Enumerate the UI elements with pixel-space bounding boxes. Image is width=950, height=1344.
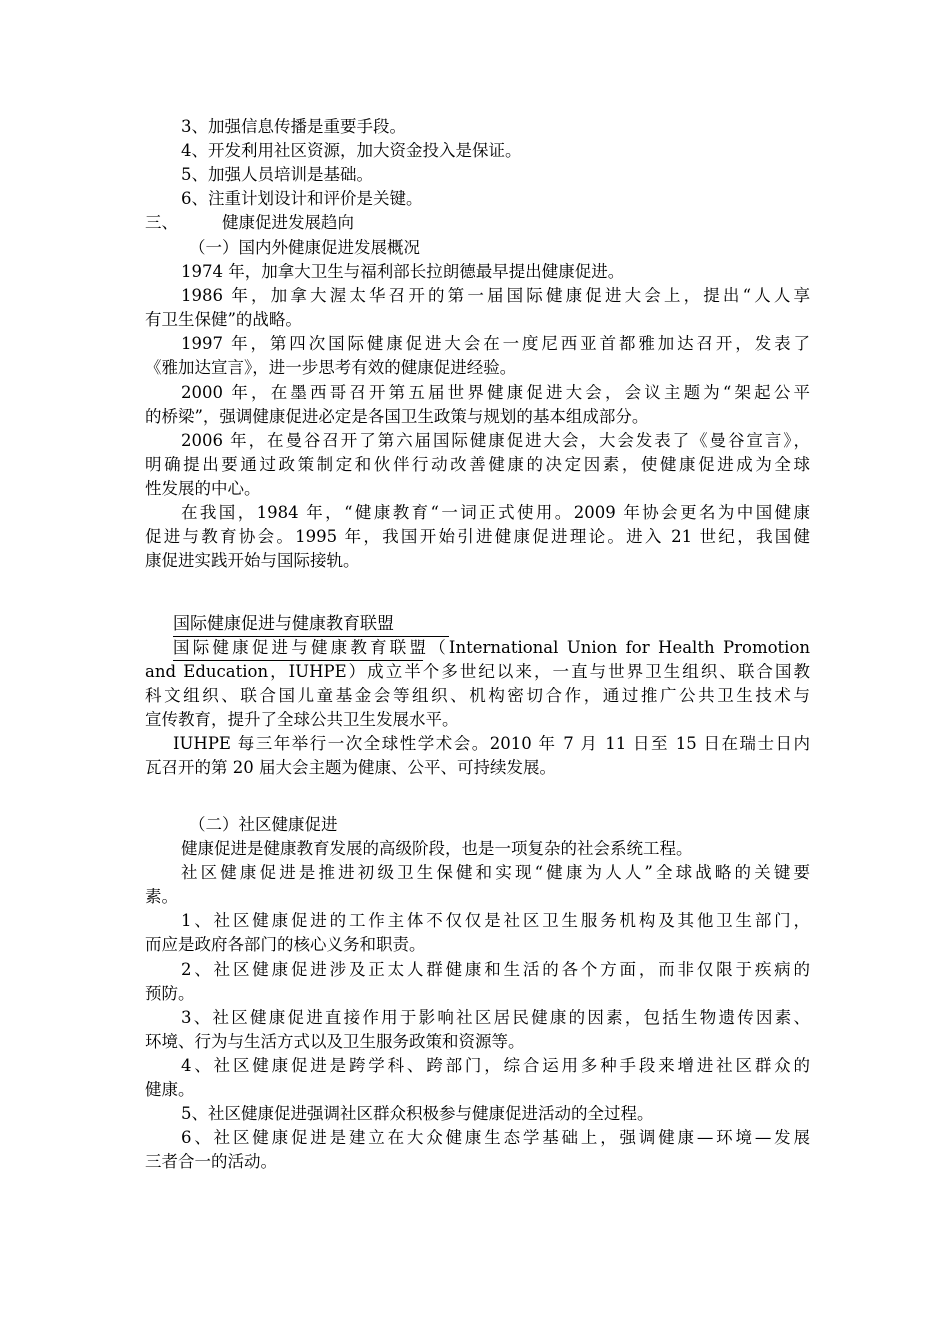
paragraph-line: 3、社区健康促进直接作用于影响社区居民健康的因素，包括生物遗传因素、 (181, 1008, 810, 1027)
list-item: 6、注重计划设计和评价是关键。 (181, 189, 423, 208)
paragraph-line: 1997 年，第四次国际健康促进大会在一度尼西亚首都雅加达召开，发表了 (181, 334, 810, 353)
paragraph-line: 有卫生保健”的战略。 (145, 310, 302, 329)
iuhpe-name: 国际健康促进与健康教育联盟 (173, 638, 430, 657)
paragraph-line: 1、社区健康促进的工作主体不仅仅是社区卫生服务机构及其他卫生部门， (181, 911, 810, 930)
subsection-heading: （一）国内外健康促进发展概况 (189, 238, 420, 257)
paragraph-line: 在我国，1984 年，“健康教育“一词正式使用。2009 年协会更名为中国健康 (181, 503, 810, 522)
paragraph-line: 而应是政府各部门的核心义务和职责。 (145, 935, 426, 954)
iuhpe-heading: 国际健康促进与健康教育联盟 (173, 614, 394, 634)
paragraph-line: 2000 年，在墨西哥召开第五届世界健康促进大会，会议主题为“架起公平 (181, 383, 810, 402)
paragraph-line (173, 636, 810, 660)
paragraph-line: 的桥梁”，强调健康促进必定是各国卫生政策与规划的基本组成部分。 (145, 407, 649, 426)
paragraph-line: 社区健康促进是推进初级卫生保健和实现“健康为人人”全球战略的关键要 (181, 863, 810, 882)
paragraph-line: 科文组织、联合国儿童基金会等组织、机构密切合作，通过推广公共卫生技术与 (145, 686, 810, 705)
section-title: 健康促进发展趋向 (222, 213, 354, 232)
paragraph-line: 素。 (145, 887, 178, 906)
paragraph-line: 环境、行为与生活方式以及卫生服务政策和资源等。 (145, 1032, 525, 1051)
paragraph-line: 2、社区健康促进涉及正太人群健康和生活的各个方面，而非仅限于疾病的 (181, 960, 810, 979)
paragraph-line: 6、社区健康促进是建立在大众健康生态学基础上，强调健康—环境—发展 (181, 1128, 810, 1147)
paragraph-line: 5、社区健康促进强调社区群众积极参与健康促进活动的全过程。 (181, 1104, 654, 1123)
subsection-heading: （二）社区健康促进 (189, 815, 338, 834)
iuhpe-english-name: （International Union for Health Promotion (429, 638, 810, 657)
list-item: 3、加强信息传播是重要手段。 (181, 117, 406, 136)
paragraph-line: 健康。 (145, 1080, 195, 1099)
section-number: 三、 (145, 213, 178, 232)
paragraph-line: 宣传教育，提升了全球公共卫生发展水平。 (145, 710, 459, 729)
section-heading (145, 211, 810, 235)
paragraph-line: 健康促进是健康教育发展的高级阶段，也是一项复杂的社会系统工程。 (181, 839, 693, 858)
paragraph-line: 瓦召开的第 20 届大会主题为健康、公平、可持续发展。 (145, 758, 556, 777)
paragraph-line: 明确提出要通过政策制定和伙伴行动改善健康的决定因素，使健康促进成为全球 (145, 455, 810, 474)
list-item: 5、加强人员培训是基础。 (181, 165, 373, 184)
paragraph-line: 2006 年，在曼谷召开了第六届国际健康促进大会，大会发表了《曼谷宣言》， (181, 431, 810, 450)
paragraph-line: 康促进实践开始与国际接轨。 (145, 551, 360, 570)
paragraph-line: 促进与教育协会。1995 年，我国开始引进健康促进理论。进入 21 世纪，我国健 (145, 527, 810, 546)
paragraph-line: 性发展的中心。 (145, 479, 261, 498)
paragraph-line: 1986 年，加拿大渥太华召开的第一届国际健康促进大会上，提出“人人享 (181, 286, 810, 305)
paragraph-line: 预防。 (145, 984, 195, 1003)
paragraph-line: 1974 年，加拿大卫生与福利部长拉朗德最早提出健康促进。 (181, 262, 625, 281)
paragraph-line: and Education，IUHPE）成立半个多世纪以来，一直与世界卫生组织、联合国教 (145, 662, 810, 681)
paragraph-line: 4、社区健康促进是跨学科、跨部门，综合运用多种手段来增进社区群众的 (181, 1056, 810, 1075)
paragraph-line: IUHPE 每三年举行一次全球性学术会。2010 年 7 月 11 日至 15 日在瑞士日内 (173, 734, 810, 753)
paragraph-line: 《雅加达宣言》，进一步思考有效的健康促进经验。 (145, 358, 517, 377)
paragraph-line: 三者合一的活动。 (145, 1152, 277, 1171)
list-item: 4、开发利用社区资源，加大资金投入是保证。 (181, 141, 522, 160)
